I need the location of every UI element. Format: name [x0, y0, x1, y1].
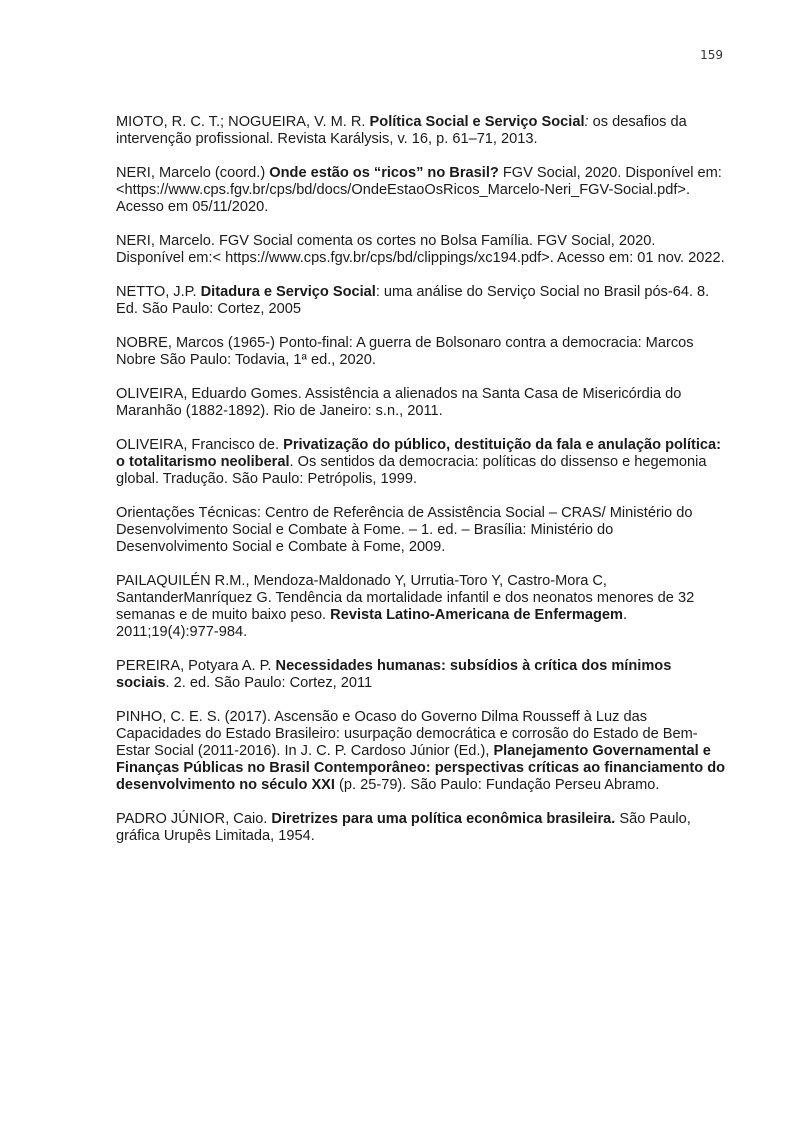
reference-text: : uma análise do Serviço Social no Brasil pós-64. 8. Ed. São Paulo: Cortez, 2005 [116, 284, 710, 317]
reference-entry [116, 709, 726, 794]
reference-entry [116, 335, 726, 369]
reference-entry [116, 505, 726, 556]
reference-text: NERI, Marcelo. FGV Social comenta os cortes no Bolsa Família. FGV Social, 2020. Disponível em:< https://www.cps.fgv.br/cps/bd/clippings/xc194.pdf>. Acesso em: 01 nov. 2022. [116, 233, 725, 266]
reference-text: (p. 25-79). São Paulo: Fundação Perseu Abramo. [334, 777, 660, 793]
reference-title: Ditadura e Serviço Social [200, 284, 376, 300]
reference-text: . Os sentidos da democracia: políticas do dissenso e hegemonia global. Tradução. São Paulo: Petrópolis, 1999. [116, 454, 707, 487]
reference-italic: : [584, 114, 589, 130]
reference-text: PINHO, C. E. S. (2017). Ascensão e Ocaso do Governo Dilma Rousseff à Luz das Capacidades do Estado Brasileiro: usurpação democrática e corrosão do Estado de Bem-Estar Social (2011-2016). In J. C. P. Cardoso Júnior (Ed.), [116, 709, 698, 759]
reference-title: Onde estão os “ricos” no Brasil? [269, 165, 499, 181]
reference-title: Planejamento Governamental e Finanças Públicas no Brasil Contemporâneo: perspectivas críticas ao financiamento do desenvolvimento no século XXI [116, 743, 726, 793]
reference-entry [116, 658, 726, 692]
reference-text: NETTO, J.P. [116, 284, 201, 300]
reference-list [116, 114, 726, 862]
reference-text: FGV Social, 2020. Disponível em: <https://www.cps.fgv.br/cps/bd/docs/OndeEstaoOsRicos_Marcelo-Neri_FGV-Social.pdf>. Acesso em 05/11/2020. [116, 165, 722, 215]
reference-text: MIOTO, R. C. T.; NOGUEIRA, V. M. R. [116, 114, 370, 130]
reference-title: Necessidades humanas: subsídios à crítica dos mínimos sociais [116, 658, 672, 691]
reference-entry [116, 573, 726, 641]
reference-text: PEREIRA, Potyara A. P. [116, 658, 276, 674]
reference-title: Privatização do público, destituição da fala e anulação política: o totalitarismo neoliberal [116, 437, 722, 470]
reference-entry [116, 386, 726, 420]
reference-text: . 2. ed. São Paulo: Cortez, 2011 [165, 675, 373, 691]
reference-text: . 2011;19(4):977-984. [116, 607, 628, 640]
reference-entry [116, 284, 726, 318]
reference-entry [116, 437, 726, 488]
reference-text: PAILAQUILÉN R.M., Mendoza-Maldonado Y, Urrutia-Toro Y, Castro-Mora C, SantanderManríquez G. Tendência da mortalidade infantil e dos neonatos menores de 32 semanas e de muito baixo peso. [116, 573, 695, 623]
reference-entry [116, 811, 726, 845]
reference-title: Revista Latino-Americana de Enfermagem [330, 607, 623, 623]
reference-text: OLIVEIRA, Eduardo Gomes. Assistência a alienados na Santa Casa de Misericórdia do Maranhão (1882-1892). Rio de Janeiro: s.n., 2011. [116, 386, 682, 419]
reference-entry [116, 114, 726, 148]
reference-text: PADRO JÚNIOR, Caio. [116, 811, 272, 827]
reference-title: Política Social e Serviço Social [369, 114, 585, 130]
reference-text: OLIVEIRA, Francisco de. [116, 437, 284, 453]
reference-entry [116, 233, 726, 267]
page-number: 159 [700, 48, 723, 62]
reference-text: NOBRE, Marcos (1965-) Ponto-final: A guerra de Bolsonaro contra a democracia: Marcos Nobre São Paulo: Todavia, 1ª ed., 2020. [116, 335, 694, 368]
reference-text: os desafios da intervenção profissional. Revista Karálysis, v. 16, p. 61–71, 2013. [116, 114, 687, 147]
reference-text: Orientações Técnicas: Centro de Referência de Assistência Social – CRAS/ Ministério do Desenvolvimento Social e Combate à Fome. – 1. ed. – Brasília: Ministério do Desenvolvimento Social e Combate à Fome, 2009. [116, 505, 693, 555]
reference-text: São Paulo, gráfica Urupês Limitada, 1954. [116, 811, 691, 844]
reference-entry [116, 165, 726, 216]
reference-title: Diretrizes para uma política econômica brasileira. [271, 811, 616, 827]
reference-text: NERI, Marcelo (coord.) [116, 165, 270, 181]
